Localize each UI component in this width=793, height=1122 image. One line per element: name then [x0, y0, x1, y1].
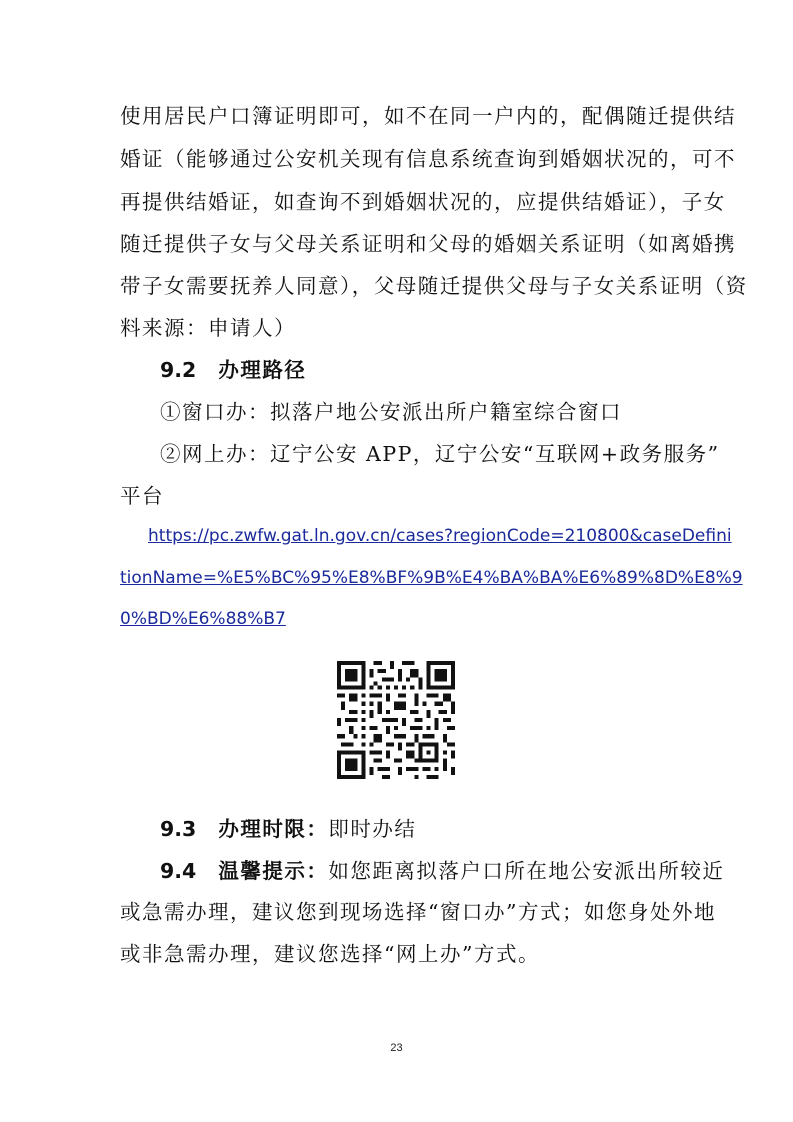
platform-url-link[interactable]: https://pc.zwfw.gat.ln.gov.cn/cases?regionCode=210800&caseDefini — [148, 526, 732, 546]
list-item-online: ②网上办：辽宁公安 APP，辽宁公安“互联网+政务服务” — [160, 442, 720, 466]
section-heading-9-3 — [160, 815, 416, 843]
platform-url-link[interactable]: 0%BD%E6%88%B7 — [120, 609, 286, 629]
paragraph-line: 料来源：申请人） — [120, 316, 296, 340]
section-value: 即时办结 — [328, 817, 417, 841]
section-title: 办理路径 — [218, 358, 307, 382]
section-number: 9.3 — [160, 817, 197, 841]
section-text: 如您距离拟落户口所在地公安派出所较近 — [328, 859, 725, 883]
section-title: 办理时限： — [218, 817, 329, 841]
paragraph-line: 平台 — [120, 484, 164, 508]
qr-code-block — [333, 647, 459, 805]
paragraph-line: 婚证（能够通过公安机关现有信息系统查询到婚姻状况的，可不 — [120, 147, 736, 171]
section-number: 9.4 — [160, 859, 197, 883]
qr-code-icon[interactable] — [337, 661, 455, 779]
paragraph-line: 使用居民户口簿证明即可，如不在同一户内的，配偶随迁提供结 — [120, 104, 736, 128]
paragraph-line: 再提供结婚证，如查询不到婚姻状况的，应提供结婚证），子女 — [120, 190, 726, 214]
list-item-window: ①窗口办：拟落户地公安派出所户籍室综合窗口 — [160, 400, 622, 424]
paragraph-line: 随迁提供子女与父母关系证明和父母的婚姻关系证明（如离婚携 — [120, 232, 736, 256]
paragraph-line: 或急需办理，建议您到现场选择“窗口办”方式；如您身处外地 — [120, 900, 716, 924]
paragraph-line: 或非急需办理，建议您选择“网上办”方式。 — [120, 942, 540, 966]
page-number: 23 — [390, 1042, 403, 1054]
section-number: 9.2 — [160, 358, 197, 382]
section-title: 温馨提示： — [218, 859, 329, 883]
paragraph-line: 带子女需要抚养人同意），父母随迁提供父母与子女关系证明（资 — [120, 274, 748, 298]
section-heading-9-2 — [160, 356, 306, 384]
platform-url-link[interactable]: tionName=%E5%BC%95%E8%BF%9B%E4%BA%BA%E6%89%8D%E8%9 — [120, 568, 743, 588]
section-heading-9-4 — [160, 857, 724, 885]
